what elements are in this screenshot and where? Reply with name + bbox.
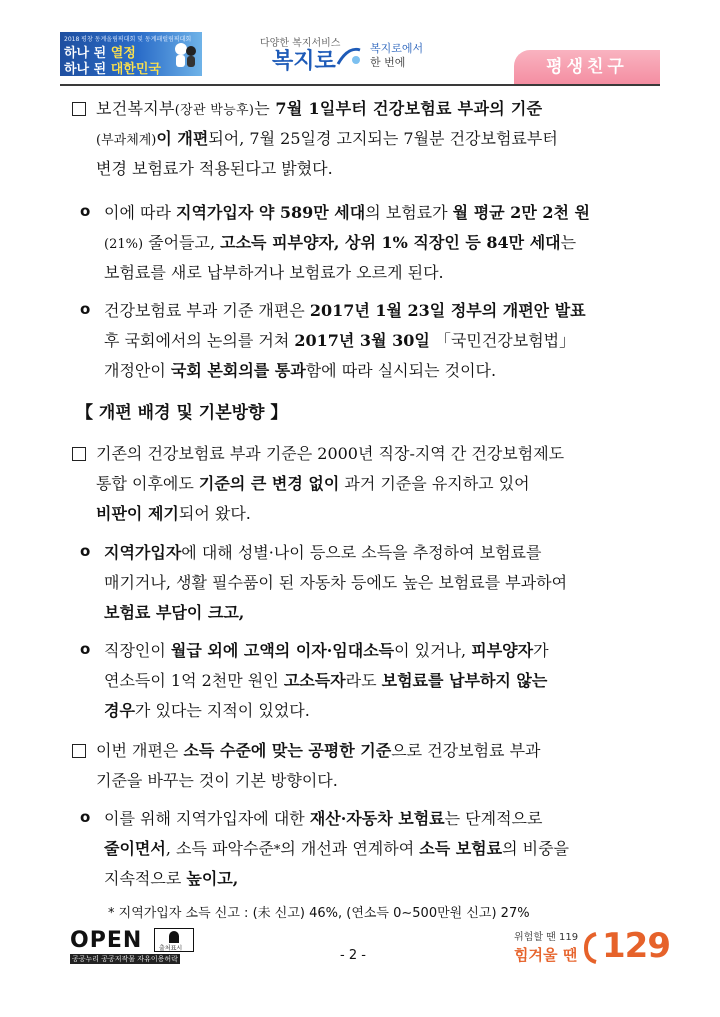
text-run: 매기거나, 생활 필수품이 된 자동차 등에도 높은 보험료를 부과하여	[104, 573, 568, 592]
text-run: 피부양자	[471, 641, 534, 660]
text-run: (부과체계)	[96, 133, 157, 148]
text-run: 후 국회에서의 논의를 거쳐	[104, 331, 295, 350]
text-run: 2017년 1월 23일 정부의 개편안 발표	[309, 301, 586, 320]
open-word: OPEN	[70, 928, 143, 953]
text-run: 기준의 큰 변경 없이	[198, 474, 340, 493]
p3a-line-2	[104, 838, 569, 862]
banner-line-1: 하나 된 열정	[64, 46, 136, 61]
circle-bullet-icon: o	[80, 640, 91, 658]
text-run: 소득 보험료	[419, 839, 503, 858]
text-run: 건강보험료 부과 기준 개편은	[104, 301, 310, 320]
square-bullet-icon	[72, 447, 86, 461]
text-run: 라도	[345, 671, 382, 690]
p1b-line-2	[104, 330, 575, 352]
text-run: 2017년 3월 30일	[294, 331, 430, 350]
text-run: (장관 박능후)	[174, 103, 255, 118]
text-run: 의 개선과 연계하여	[280, 839, 420, 858]
p3a-line-3	[104, 868, 238, 890]
page-header	[0, 0, 720, 92]
text-run: 직장인이	[104, 641, 171, 660]
text-run: 가 있다는 지적이 있었다.	[134, 701, 310, 720]
p1b-line-3	[104, 360, 496, 382]
square-bullet-icon	[72, 744, 86, 758]
text-run: 고소득 피부양자, 상위 1% 직장인 등 84만 세대	[220, 233, 561, 252]
p2b-line-1	[104, 640, 549, 662]
text-run: 는	[254, 99, 276, 118]
text-run: 이를 위해 지역가입자에 대한	[104, 809, 310, 828]
kogl-open-logo	[70, 928, 198, 964]
circle-bullet-icon: o	[80, 202, 91, 220]
text-run: 이번 개편은	[96, 741, 184, 760]
text-run: 통합 이후에도	[96, 474, 199, 493]
text-run: 이에 따라	[104, 203, 176, 222]
text-run: 과거 기준을 유지하고 있어	[339, 474, 530, 493]
text-run: 의 보험료가	[365, 203, 453, 222]
bokjiro-logo	[258, 34, 458, 78]
p1-line-1	[96, 98, 542, 122]
section-title: 【 개편 배경 및 기본방향 】	[76, 403, 288, 423]
p1a-line-3	[104, 262, 444, 284]
text-run: 으로 건강보험료 부과	[391, 741, 541, 760]
person-icon	[169, 931, 179, 943]
mascot-icon	[172, 40, 198, 70]
text-run: 보건복지부	[96, 99, 175, 118]
text-run: 되어, 7월 25일경 고지되는 7월분 건강보험료부터	[208, 129, 558, 148]
text-run: 에 대해 성별·나이 등으로 소득을 추정하여 보험료를	[181, 543, 542, 562]
swoosh-icon	[336, 46, 362, 68]
p3-line-2	[96, 770, 338, 792]
text-run: 변경 보험료가 적용된다고 밝혔다.	[96, 159, 333, 178]
p2a-line-1	[104, 542, 541, 564]
text-run: 되어 왔다.	[178, 504, 251, 523]
text-run: 재산·자동차 보험료	[309, 809, 445, 828]
p2a-line-2	[104, 572, 567, 594]
text-run: 의 비중을	[502, 839, 570, 858]
text-run: , 소득 파악수준	[165, 839, 274, 858]
banner-line-2: 하나 된 대한민국	[64, 62, 161, 76]
text-run: 개정안이	[104, 361, 171, 380]
text-run: 기존의 건강보험료 부과 기준은 2000년 직장-지역 간 건강보험제도	[96, 444, 565, 463]
text-run: 기준을 바꾸는 것이 기본 방향이다.	[96, 771, 338, 790]
text-run: 고소득자	[283, 671, 346, 690]
banner-small-text: 2018 평창 동계올림픽대회 및 동계패럴림픽대회	[64, 36, 192, 43]
bokjiro-tagline: 다양한 복지서비스	[260, 38, 341, 49]
text-run: 국회 본회의를 통과	[170, 361, 306, 380]
text-run: 연소득이 1억 2천만 원인	[104, 671, 284, 690]
text-run: 줄이면서	[104, 839, 166, 858]
p2-line-1	[96, 443, 564, 465]
helpline-119-text: 위험할 땐 119	[514, 932, 579, 943]
page-number: - 2 -	[340, 948, 366, 963]
text-run: 지역가입자	[104, 543, 182, 562]
text-run: *	[273, 843, 281, 858]
header-divider	[60, 84, 660, 86]
text-run: 보험료를 새로 납부하거나 보험료가 오르게 된다.	[104, 263, 444, 282]
helpline-129-number: 129	[602, 926, 670, 966]
circle-bullet-icon: o	[80, 542, 91, 560]
text-run: 소득 수준에 맞는 공평한 기준	[183, 741, 392, 760]
square-bullet-icon	[72, 102, 86, 116]
text-run: 는	[560, 233, 577, 252]
helpline-logo	[514, 926, 670, 970]
p1-line-3	[96, 158, 333, 180]
text-run: 지속적으로	[104, 869, 187, 888]
text-run: 7월 1일부터 건강보험료 부과의 기준	[275, 99, 543, 118]
bokjiro-brand: 복지로	[272, 49, 336, 74]
footnote: * 지역가입자 소득 신고 : (未 신고) 46%, (연소득 0∼500만원 신고) 27%	[108, 906, 530, 921]
p2b-line-3	[104, 700, 310, 722]
p1a-line-2	[104, 232, 576, 256]
text-run: 가	[533, 641, 549, 660]
p3a-line-1	[104, 808, 542, 830]
text-run: 지역가입자 약 589만 세대	[176, 203, 366, 222]
pyeongchang-banner-logo	[60, 32, 202, 76]
text-run: 줄어들고,	[143, 233, 221, 252]
p2-line-2	[96, 473, 530, 495]
text-run: (21%)	[104, 237, 144, 252]
lifelong-friend-badge: 평생친구	[514, 50, 660, 84]
text-run: 높이고,	[186, 869, 239, 888]
text-run: 「국민건강보험법」	[429, 331, 576, 350]
text-run: 경우	[104, 701, 135, 720]
attribution-box: 출처표시	[154, 928, 194, 952]
p3-line-1	[96, 740, 541, 762]
text-run: 월 평균 2만 2천 원	[452, 203, 590, 222]
text-run: 함에 따라 실시되는 것이다.	[305, 361, 497, 380]
p1-line-2	[96, 128, 558, 152]
text-run: 월급 외에 고액의 이자·임대소득	[170, 641, 395, 660]
p1b-line-1	[104, 300, 586, 322]
text-run: 보험료를 납부하지 않는	[381, 671, 548, 690]
p2a-line-3	[104, 602, 244, 624]
circle-bullet-icon: o	[80, 300, 91, 318]
bokjiro-slogan: 복지로에서 한 번에	[370, 42, 424, 69]
p2-line-3	[96, 503, 251, 525]
text-run: 이 개편	[156, 129, 209, 148]
kogl-subtitle: 공공누리 공공저작물 자유이용허락	[72, 955, 178, 963]
p1a-line-1	[104, 202, 590, 224]
p2b-line-2	[104, 670, 547, 692]
circle-bullet-icon: o	[80, 808, 91, 826]
text-run: 이 있거나,	[394, 641, 472, 660]
phone-icon	[584, 932, 600, 964]
text-run: 비판이 제기	[96, 504, 179, 523]
text-run: 는 단계적으로	[444, 809, 543, 828]
text-run: 보험료 부담이 크고,	[104, 603, 245, 622]
helpline-label: 힘겨울 땐	[514, 946, 578, 964]
